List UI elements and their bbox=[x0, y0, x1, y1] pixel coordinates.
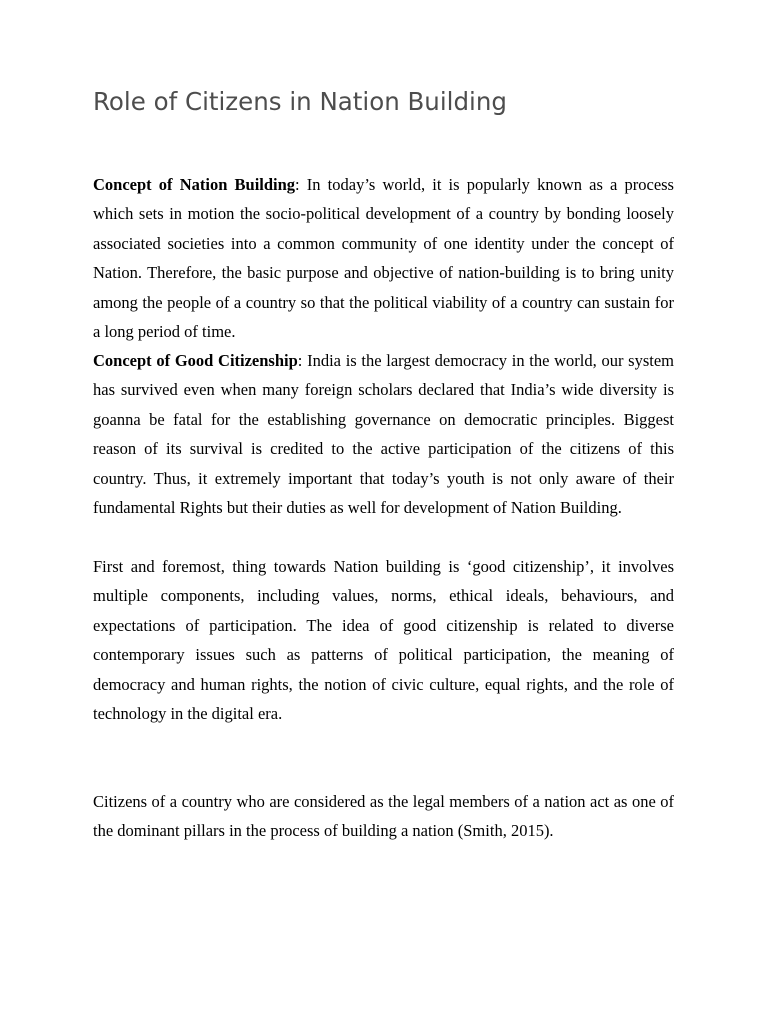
paragraph-heading: Concept of Nation Building bbox=[93, 175, 296, 194]
document-title: Role of Citizens in Nation Building bbox=[93, 87, 507, 116]
paragraph-first-and-foremost: First and foremost, thing towards Nation building is ‘good citizenship’, it involves multiple components, including values, norms, ethical ideals, behaviours, and expectations of participation. The idea of good citizenship is related to diverse contemporary issues such as patterns of political participation, the meaning of democracy and human rights, the notion of civic culture, equal rights, and the role of technology in the digital era. bbox=[93, 557, 674, 724]
paragraph-nation-building bbox=[93, 170, 674, 346]
paragraph-citizens: Citizens of a country who are considered as the legal members of a nation act as one of the dominant pillars in the process of building a nation (Smith, 2015). bbox=[93, 792, 674, 841]
paragraph-text: : India is the largest democracy in the world, our system has survived even when many foreign scholars declared that India’s wide diversity is goanna be fatal for the establishing governance on democratic principles. Biggest reason of its survival is credited to the active participation of the citizens of this country. Thus, it extremely important that today’s youth is not only aware of their fundamental Rights but their duties as well for development of Nation Building. bbox=[93, 351, 674, 518]
paragraph-good-citizenship bbox=[93, 346, 674, 522]
paragraph-text: : In today’s world, it is popularly known as a process which sets in motion the socio-political development of a country by bonding loosely associated societies into a common community of one identity under the concept of Nation. Therefore, the basic purpose and objective of nation-building is to bring unity among the people of a country so that the political viability of a country can sustain for a long period of time. bbox=[93, 175, 674, 342]
paragraph-heading: Concept of Good Citizenship bbox=[93, 351, 298, 370]
